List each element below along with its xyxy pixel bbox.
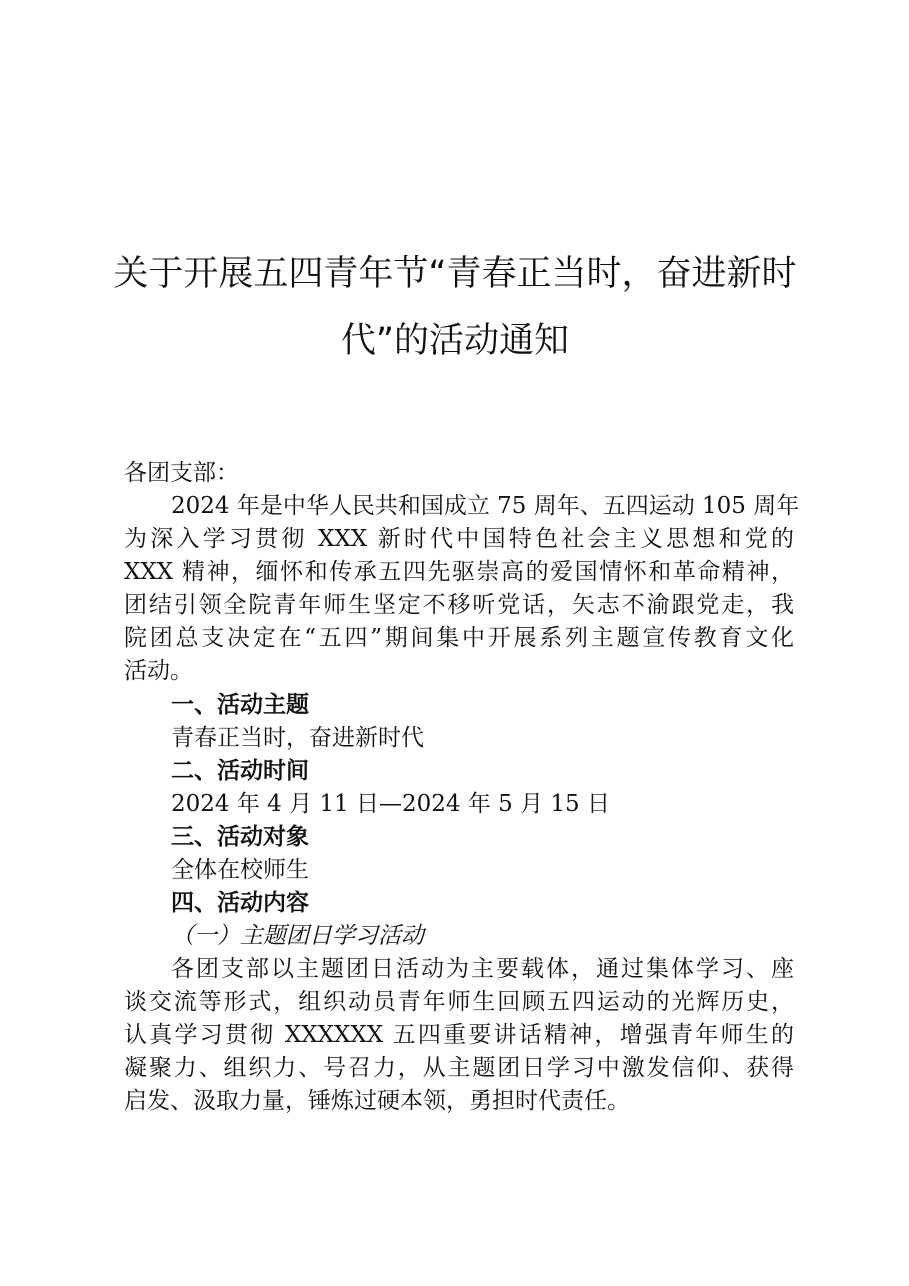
intro-line: 2024 年是中华人民共和国成立 75 周年、五四运动 105 周年 — [171, 493, 800, 519]
section-content-theme: 青春正当时，奋进新时代 — [171, 725, 424, 751]
section-heading-content: 四、活动内容 — [171, 890, 309, 916]
document-title-line-1: 关于开展五四青年节“青春正当时，奋进新时 — [113, 254, 797, 294]
subsection-title: （一）主题团日学习活动 — [171, 923, 424, 949]
intro-line: XXX 精神，缅怀和传承五四先驱崇高的爱国情怀和革命精神， — [124, 559, 794, 585]
subsection-body-line: 谈交流等形式，组织动员青年师生回顾五四运动的光辉历史， — [124, 989, 794, 1015]
intro-line: 院团总支决定在“五四”期间集中开展系列主题宣传教育文化 — [124, 625, 794, 651]
section-heading-audience: 三、活动对象 — [171, 824, 309, 850]
intro-line: 团结引领全院青年师生坚定不移听党话，矢志不渝跟党走，我 — [124, 592, 794, 618]
salutation: 各团支部： — [124, 460, 239, 486]
intro-line: 活动。 — [124, 658, 193, 684]
subsection-body-line: 各团支部以主题团日活动为主要载体，通过集体学习、座 — [171, 956, 794, 982]
section-content-time: 2024 年 4 月 11 日—2024 年 5 月 15 日 — [171, 791, 610, 817]
intro-line: 为深入学习贯彻 XXX 新时代中国特色社会主义思想和党的 — [124, 526, 794, 552]
document-title-line-2: 代”的活动通知 — [340, 321, 570, 361]
section-heading-theme: 一、活动主题 — [171, 692, 309, 718]
section-heading-time: 二、活动时间 — [171, 758, 309, 784]
subsection-body-line: 凝聚力、组织力、号召力，从主题团日学习中激发信仰、获得 — [124, 1055, 794, 1081]
subsection-body-line: 认真学习贯彻 XXXXXX 五四重要讲话精神，增强青年师生的 — [124, 1022, 794, 1048]
subsection-body-line: 启发、汲取力量，锤炼过硬本领，勇担时代责任。 — [124, 1088, 630, 1114]
section-content-audience: 全体在校师生 — [171, 857, 309, 883]
